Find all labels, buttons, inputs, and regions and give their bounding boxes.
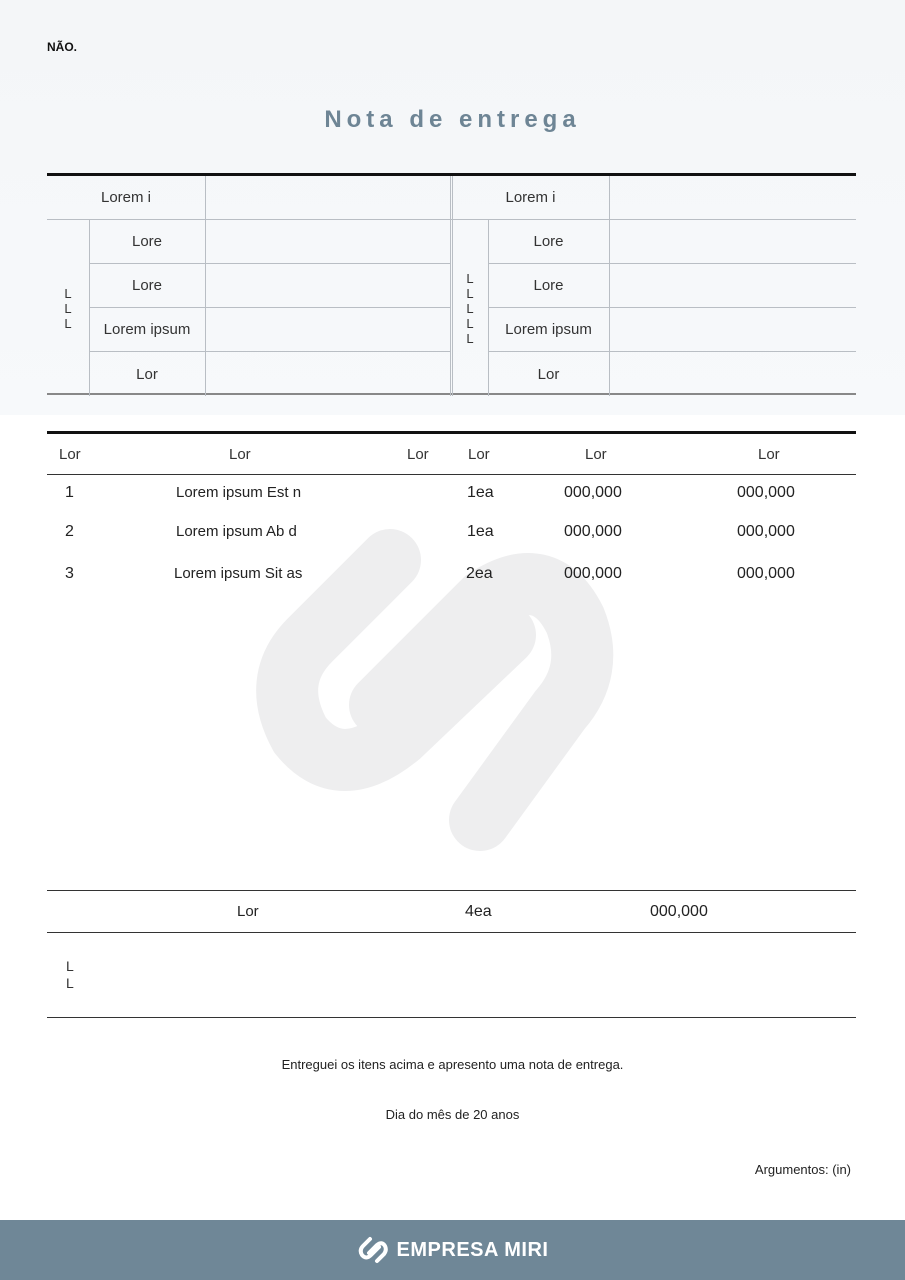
info-left-row-label: Lore (131, 233, 163, 250)
info-left-group-label: L L L (64, 285, 72, 331)
table-row (47, 565, 856, 595)
total-qty: 4ea (465, 903, 492, 920)
items-table-header (47, 431, 856, 475)
document-title: Nota de entrega (324, 106, 581, 133)
row-unit-price: 000,000 (564, 484, 622, 501)
row-qty: 1ea (467, 523, 494, 540)
date-line: Dia do mês de 20 anos (385, 1107, 520, 1122)
col-header-qty: Lor (468, 446, 490, 463)
info-left-row-label: Lor (136, 365, 158, 383)
info-table (47, 173, 856, 395)
info-right-row-label: Lore (533, 277, 564, 294)
delivery-statement: Entreguei os itens acima e apresento uma nota de entrega. (281, 1057, 624, 1072)
row-description: Lorem ipsum Sit as (174, 565, 303, 582)
info-right-group-label: L L L L L (466, 270, 474, 346)
total-label: Lor (237, 903, 259, 920)
row-unit-price: 000,000 (564, 565, 622, 582)
notes-label: L L (66, 958, 74, 991)
total-row (47, 890, 856, 933)
info-left-row-label: Lorem ipsum (103, 321, 191, 338)
paperclip-logo-icon (357, 1236, 389, 1264)
row-description: Lorem ipsum Est n (176, 484, 302, 501)
total-amount: 000,000 (650, 903, 708, 920)
table-row (47, 523, 856, 553)
info-right-row-label: Lor (537, 365, 560, 383)
row-amount: 000,000 (737, 484, 795, 501)
signature-line: Argumentos: (in) (754, 1162, 851, 1177)
row-amount: 000,000 (737, 565, 795, 582)
info-right-row-label: Lorem ipsum (505, 321, 592, 338)
info-left-header: Lorem i (100, 189, 152, 206)
row-description: Lorem ipsum Ab d (176, 523, 297, 540)
col-header-unit-price: Lor (585, 446, 607, 463)
col-header-spec: Lor (407, 446, 429, 463)
row-qty: 1ea (467, 484, 494, 501)
row-qty: 2ea (466, 565, 493, 582)
row-amount: 000,000 (737, 523, 795, 540)
row-number: 1 (65, 484, 74, 501)
info-right-header: Lorem i (505, 189, 556, 206)
row-number: 3 (65, 565, 74, 582)
footer (0, 1220, 905, 1280)
row-unit-price: 000,000 (564, 523, 622, 540)
info-left-row-label: Lore (131, 277, 163, 294)
notes-row (47, 933, 856, 1018)
info-right-row-label: Lore (533, 233, 564, 250)
company-name: EMPRESA MIRI (396, 1238, 549, 1261)
row-number: 2 (65, 523, 74, 540)
table-row (47, 484, 856, 514)
document-number-label: NÃO. (47, 40, 77, 54)
col-header-amount: Lor (758, 446, 780, 463)
col-header-no: Lor (59, 446, 81, 463)
company-logo (357, 1236, 549, 1264)
col-header-description: Lor (229, 446, 251, 463)
